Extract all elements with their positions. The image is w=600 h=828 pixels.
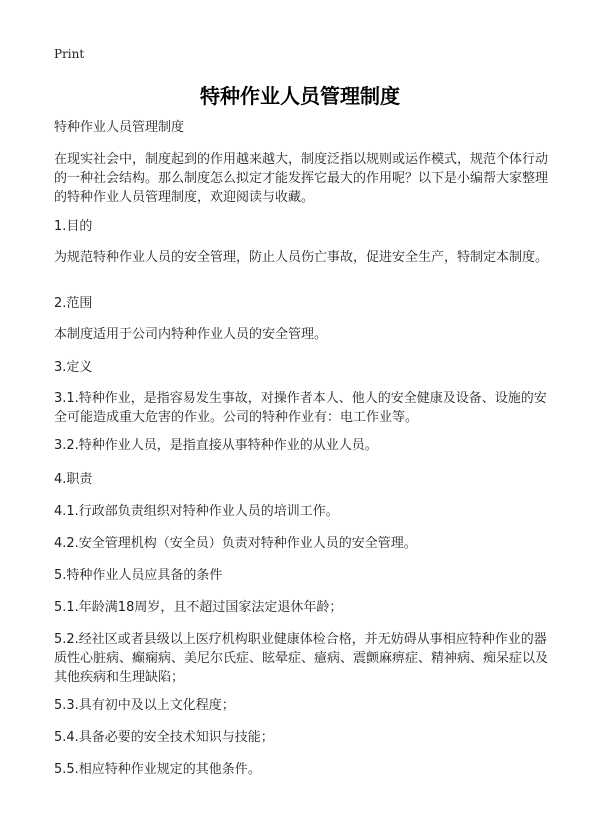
section-heading-conditions: 5.特种作业人员应具备的条件 [54,568,223,583]
duties-paragraph-1: 4.1.行政部负责组织对特种作业人员的培训工作。 [54,504,339,519]
condition-paragraph-1: 5.1.年龄满18周岁，且不超过国家法定退休年龄； [54,600,343,615]
scope-paragraph: 本制度适用于公司内特种作业人员的安全管理。 [54,327,328,342]
section-heading-scope: 2.范围 [54,296,93,311]
condition-paragraph-5: 5.5.相应特种作业规定的其他条件。 [54,762,261,777]
section-heading-definition: 3.定义 [54,360,93,375]
condition-paragraph-2: 5.2.经社区或者县级以上医疗机构职业健康体检合格，并无妨碍从事相应特种作业的器质性心脏病、癫痫病、美尼尔氏症、眩晕症、癔病、震颤麻痹症、精神病、痴呆症以及其他疾病和生理缺陷； [54,632,549,685]
page-title: 特种作业人员管理制度 [200,84,400,108]
definition-paragraph-2: 3.2.特种作业人员，是指直接从事特种作业的从业人员。 [54,438,378,453]
condition-paragraph-3: 5.3.具有初中及以上文化程度； [54,698,235,713]
section-heading-duties: 4.职责 [54,472,93,487]
section-heading-purpose: 1.目的 [54,219,93,234]
intro-paragraph: 在现实社会中，制度起到的作用越来越大，制度泛指以规则或运作模式，规范个体行动的一种社会结构。那么制度怎么拟定才能发挥它最大的作用呢？以下是小编帮大家整理的特种作业人员管理制度，欢迎阅读与收藏。 [54,152,549,205]
duties-paragraph-2: 4.2.安全管理机构（安全员）负责对特种作业人员的安全管理。 [54,536,417,551]
definition-paragraph-1: 3.1.特种作业，是指容易发生事故，对操作者本人、他人的安全健康及设备、设施的安全可能造成重大危害的作业。公司的特种作业有：电工作业等。 [54,391,547,425]
purpose-paragraph: 为规范特种作业人员的安全管理，防止人员伤亡事故，促进安全生产，特制定本制度。 [54,250,549,265]
condition-paragraph-4: 5.4.具备必要的安全技术知识与技能； [54,730,274,745]
subtitle-paragraph: 特种作业人员管理制度 [54,120,185,135]
print-link[interactable]: Print [54,47,85,61]
